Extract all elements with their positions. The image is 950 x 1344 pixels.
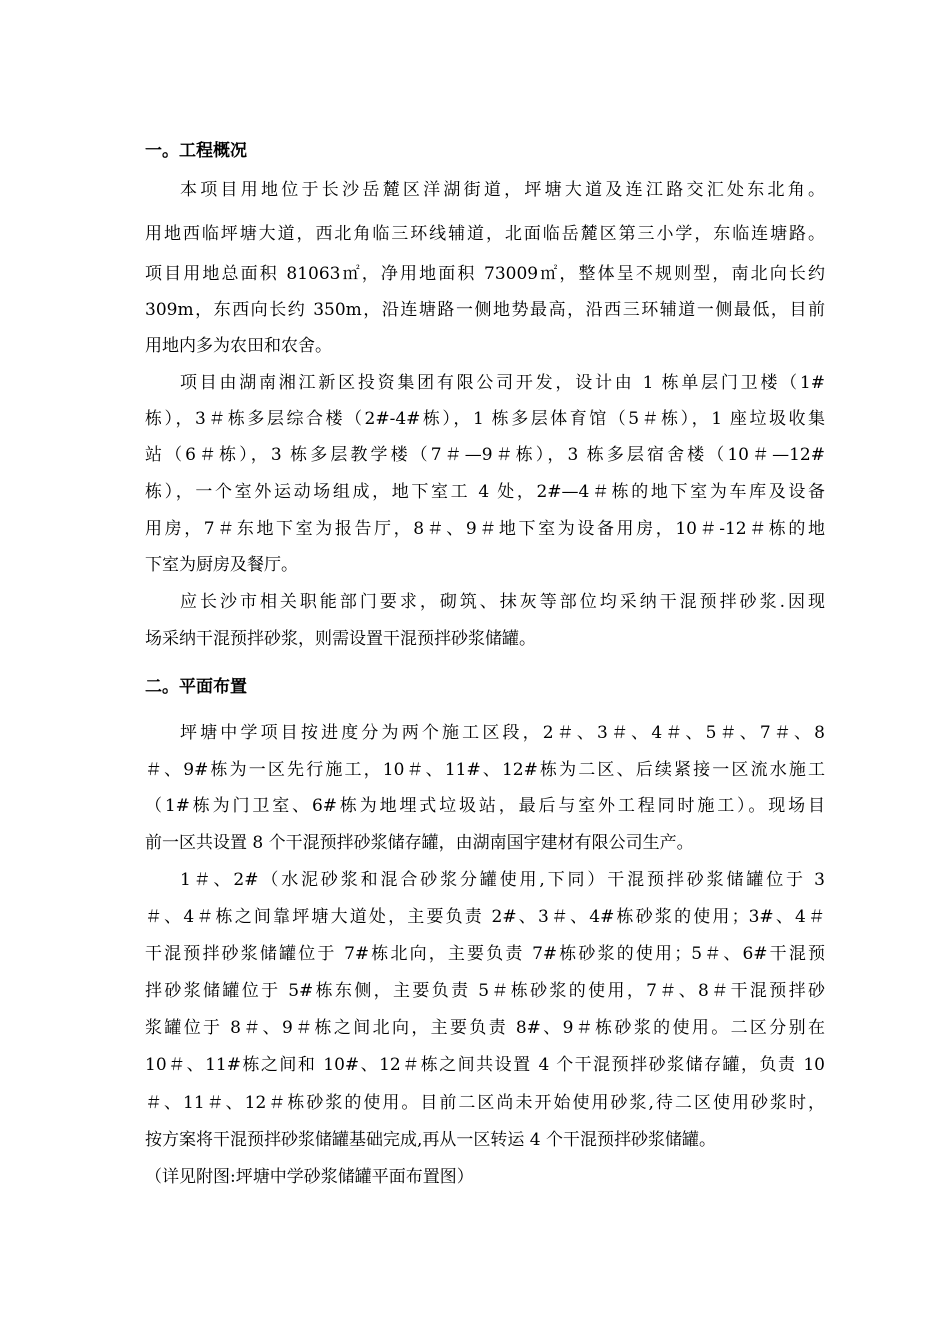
text-line: ＃、4＃栋之间靠坪塘大道处，主要负责 2#、3＃、4#栋砂浆的使用；3#、4＃ xyxy=(145,907,825,927)
text-line: 用房，7＃东地下室为报告厅，8＃、9＃地下室为设备用房，10＃-12＃栋的地 xyxy=(145,519,825,539)
section-heading-overview: 一。工程概况 xyxy=(145,141,247,161)
text-line: 坪塘中学项目按进度分为两个施工区段，2＃、3＃、4＃、5＃、7＃、8 xyxy=(180,723,825,743)
text-line: 下室为厨房及餐厅。 xyxy=(145,555,298,575)
text-line: ＃、11＃、12＃栋砂浆的使用。目前二区尚未开始使用砂浆,待二区使用砂浆时， xyxy=(145,1093,825,1113)
text-line: 拌砂浆储罐位于 5#栋东侧，主要负责 5＃栋砂浆的使用，7＃、8＃干混预拌砂 xyxy=(145,981,825,1001)
text-line: 10＃、11#栋之间和 10#、12＃栋之间共设置 4 个干混预拌砂浆储存罐，负责 10 xyxy=(145,1055,825,1075)
text-line: 场采纳干混预拌砂浆，则需设置干混预拌砂浆储罐。 xyxy=(145,629,536,649)
text-line: 项目用地总面积 81063㎡，净用地面积 73009㎡，整体呈不规则型，南北向长约 xyxy=(145,264,825,284)
text-line: 按方案将干混预拌砂浆储罐基础完成,再从一区转运 4 个干混预拌砂浆储罐。 xyxy=(145,1130,717,1150)
text-line: 项目由湖南湘江新区投资集团有限公司开发，设计由 1 栋单层门卫楼（1# xyxy=(180,373,825,393)
text-line: 栋），3＃栋多层综合楼（2#-4#栋），1 栋多层体育馆（5＃栋），1 座垃圾收集 xyxy=(145,409,825,429)
section-heading-layout: 二。平面布置 xyxy=(145,677,247,697)
text-line: ＃、9#栋为一区先行施工，10＃、11#、12#栋为二区、后续紧接一区流水施工 xyxy=(145,760,825,780)
text-line: 用地内多为农田和农舍。 xyxy=(145,336,332,356)
text-line: 干混预拌砂浆储罐位于 7#栋北向，主要负责 7#栋砂浆的使用；5＃、6#干混预 xyxy=(145,944,825,964)
text-line: 站（6＃栋），3 栋多层教学楼（7＃—9＃栋），3 栋多层宿舍楼（10＃—12# xyxy=(145,445,825,465)
text-line: 本项目用地位于长沙岳麓区洋湖街道，坪塘大道及连江路交汇处东北角。 xyxy=(180,180,825,200)
text-line: 用地西临坪塘大道，西北角临三环线辅道，北面临岳麓区第三小学，东临连塘路。 xyxy=(145,224,825,244)
text-line: （1#栋为门卫室、6#栋为地埋式垃圾站，最后与室外工程同时施工）。现场目 xyxy=(145,796,825,816)
text-line: 1＃、2#（水泥砂浆和混合砂浆分罐使用,下同）干混预拌砂浆储罐位于 3 xyxy=(180,870,825,890)
text-line: 应长沙市相关职能部门要求，砌筑、抹灰等部位均采纳干混预拌砂浆.因现 xyxy=(180,592,825,612)
text-line: 前一区共设置 8 个干混预拌砂浆储存罐，由湖南国宇建材有限公司生产。 xyxy=(145,833,694,853)
text-line: 309m，东西向长约 350m，沿连塘路一侧地势最高，沿西三环辅道一侧最低，目前 xyxy=(145,300,825,320)
text-line: 浆罐位于 8＃、9＃栋之间北向，主要负责 8#、9＃栋砂浆的使用。二区分别在 xyxy=(145,1018,825,1038)
text-line: 栋），一个室外运动场组成，地下室工 4 处，2#—4＃栋的地下室为车库及设备 xyxy=(145,482,825,502)
text-line: （详见附图:坪塘中学砂浆储罐平面布置图） xyxy=(145,1167,474,1187)
